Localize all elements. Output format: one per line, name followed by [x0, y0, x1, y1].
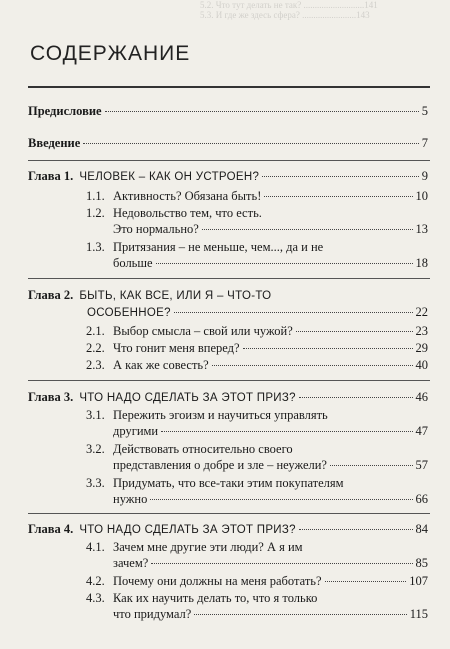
page-number: 46 — [415, 390, 428, 404]
leader-dots — [156, 263, 413, 264]
toc-section-3-2[interactable] — [86, 441, 428, 473]
section-title-cont: Это нормально? — [113, 222, 199, 236]
section-number: 3.1. — [86, 408, 105, 422]
page-number: 115 — [409, 607, 428, 621]
toc-section-1-1[interactable] — [86, 188, 428, 204]
page-number: 23 — [415, 324, 428, 338]
leader-dots — [194, 614, 406, 615]
chapter-number: Глава 3. — [28, 390, 74, 404]
section-number: 3.2. — [86, 442, 105, 456]
section-number: 3.3. — [86, 476, 105, 490]
toc-chapter-2[interactable] — [28, 287, 428, 321]
leader-dots — [296, 331, 413, 332]
page-number: 85 — [415, 556, 428, 570]
toc-section-4-1[interactable] — [86, 539, 428, 571]
section-number: 2.3. — [86, 358, 105, 372]
leader-dots — [212, 365, 413, 366]
toc-chapter-1[interactable] — [28, 168, 428, 185]
section-title-cont: что придумал? — [113, 607, 192, 621]
section-title-cont: представления о добре и зле – неужели? — [113, 458, 327, 472]
section-divider — [28, 513, 430, 514]
leader-dots — [174, 312, 413, 313]
toc-section-1-3[interactable] — [86, 239, 428, 271]
leader-dots — [83, 143, 418, 144]
section-title: Почему они должны на меня работать? — [113, 574, 322, 588]
leader-dots — [325, 581, 407, 582]
page-number: 5 — [421, 104, 428, 118]
page-number: 13 — [415, 222, 428, 236]
page-number: 57 — [415, 458, 428, 472]
chapter-title: ЧТО НАДО СДЕЛАТЬ ЗА ЭТОТ ПРИЗ? — [79, 392, 296, 404]
leader-dots — [330, 465, 413, 466]
section-title-cont: больше — [113, 256, 153, 270]
leader-dots — [105, 111, 419, 112]
leader-dots — [299, 397, 413, 398]
page-number: 66 — [415, 492, 428, 506]
section-number: 4.2. — [86, 574, 105, 588]
leader-dots — [151, 563, 412, 564]
chapter-title: ЧТО НАДО СДЕЛАТЬ ЗА ЭТОТ ПРИЗ? — [79, 524, 296, 536]
page-number: 9 — [421, 169, 428, 183]
section-divider — [28, 278, 430, 279]
bleed-through-text: 5.2. Что тут делать не так? ...........................141 5.3. И где же здесь сфера? ........................143 — [200, 0, 378, 20]
page-number: 7 — [421, 136, 428, 150]
section-title: Пережить эгоизм и научиться управлять — [113, 408, 328, 422]
section-title: Выбор смысла – свой или чужой? — [113, 324, 293, 338]
toc-section-2-3[interactable] — [86, 357, 428, 373]
section-number: 1.2. — [86, 206, 105, 220]
page-number: 10 — [415, 189, 428, 203]
page-title: СОДЕРЖАНИЕ — [30, 42, 191, 65]
section-number: 1.1. — [86, 189, 105, 203]
toc-section-3-3[interactable] — [86, 475, 428, 507]
section-number: 4.3. — [86, 591, 105, 605]
page-number: 29 — [415, 341, 428, 355]
chapter-title: ЧЕЛОВЕК – КАК ОН УСТРОЕН? — [79, 171, 260, 183]
leader-dots — [264, 196, 412, 197]
toc-section-2-2[interactable] — [86, 340, 428, 356]
page-number: 107 — [409, 574, 428, 588]
page-number: 22 — [415, 305, 428, 319]
page-number: 18 — [415, 256, 428, 270]
toc-section-4-3[interactable] — [86, 590, 428, 622]
leader-dots — [150, 499, 412, 500]
section-divider — [28, 380, 430, 381]
section-title: Недовольство тем, что есть. — [113, 206, 262, 220]
section-title: Действовать относительно своего — [113, 442, 293, 456]
page-number: 40 — [415, 358, 428, 372]
section-number: 2.1. — [86, 324, 105, 338]
chapter-number: Глава 2. — [28, 288, 74, 302]
section-title-cont: зачем? — [113, 556, 149, 570]
section-number: 2.2. — [86, 341, 105, 355]
leader-dots — [262, 176, 419, 177]
section-title: Как их научить делать то, что я только — [113, 591, 318, 605]
entry-label: Предисловие — [28, 104, 102, 118]
leader-dots — [161, 431, 412, 432]
section-title: А как же совесть? — [113, 358, 209, 372]
toc-entry-intro[interactable] — [28, 135, 428, 151]
section-title: Что гонит меня вперед? — [113, 341, 240, 355]
section-number: 4.1. — [86, 540, 105, 554]
section-title: Зачем мне другие эти люди? А я им — [113, 540, 303, 554]
chapter-number: Глава 4. — [28, 522, 74, 536]
chapter-number: Глава 1. — [28, 169, 74, 183]
toc-section-1-2[interactable] — [86, 205, 428, 237]
toc-entry-preface[interactable] — [28, 103, 428, 119]
toc-section-3-1[interactable] — [86, 407, 428, 439]
page-number: 47 — [415, 424, 428, 438]
leader-dots — [202, 229, 413, 230]
chapter-title: БЫТЬ, КАК ВСЕ, ИЛИ Я – ЧТО-ТО — [79, 290, 272, 302]
toc-chapter-4[interactable] — [28, 521, 428, 538]
toc-section-4-2[interactable] — [86, 573, 428, 589]
leader-dots — [243, 348, 413, 349]
section-title: Притязания – не меньше, чем..., да и не — [113, 240, 324, 254]
toc-chapter-3[interactable] — [28, 389, 428, 406]
leader-dots — [299, 529, 413, 530]
title-divider — [28, 86, 430, 88]
section-divider — [28, 160, 430, 161]
section-title-cont: другими — [113, 424, 159, 438]
page-number: 84 — [415, 522, 428, 536]
section-title-cont: нужно — [113, 492, 148, 506]
section-number: 1.3. — [86, 240, 105, 254]
toc-section-2-1[interactable] — [86, 323, 428, 339]
section-title: Придумать, что все-таки этим покупателям — [113, 476, 344, 490]
section-title: Активность? Обязана быть! — [113, 189, 262, 203]
entry-label: Введение — [28, 136, 81, 150]
chapter-title-cont: ОСОБЕННОЕ? — [87, 307, 171, 319]
